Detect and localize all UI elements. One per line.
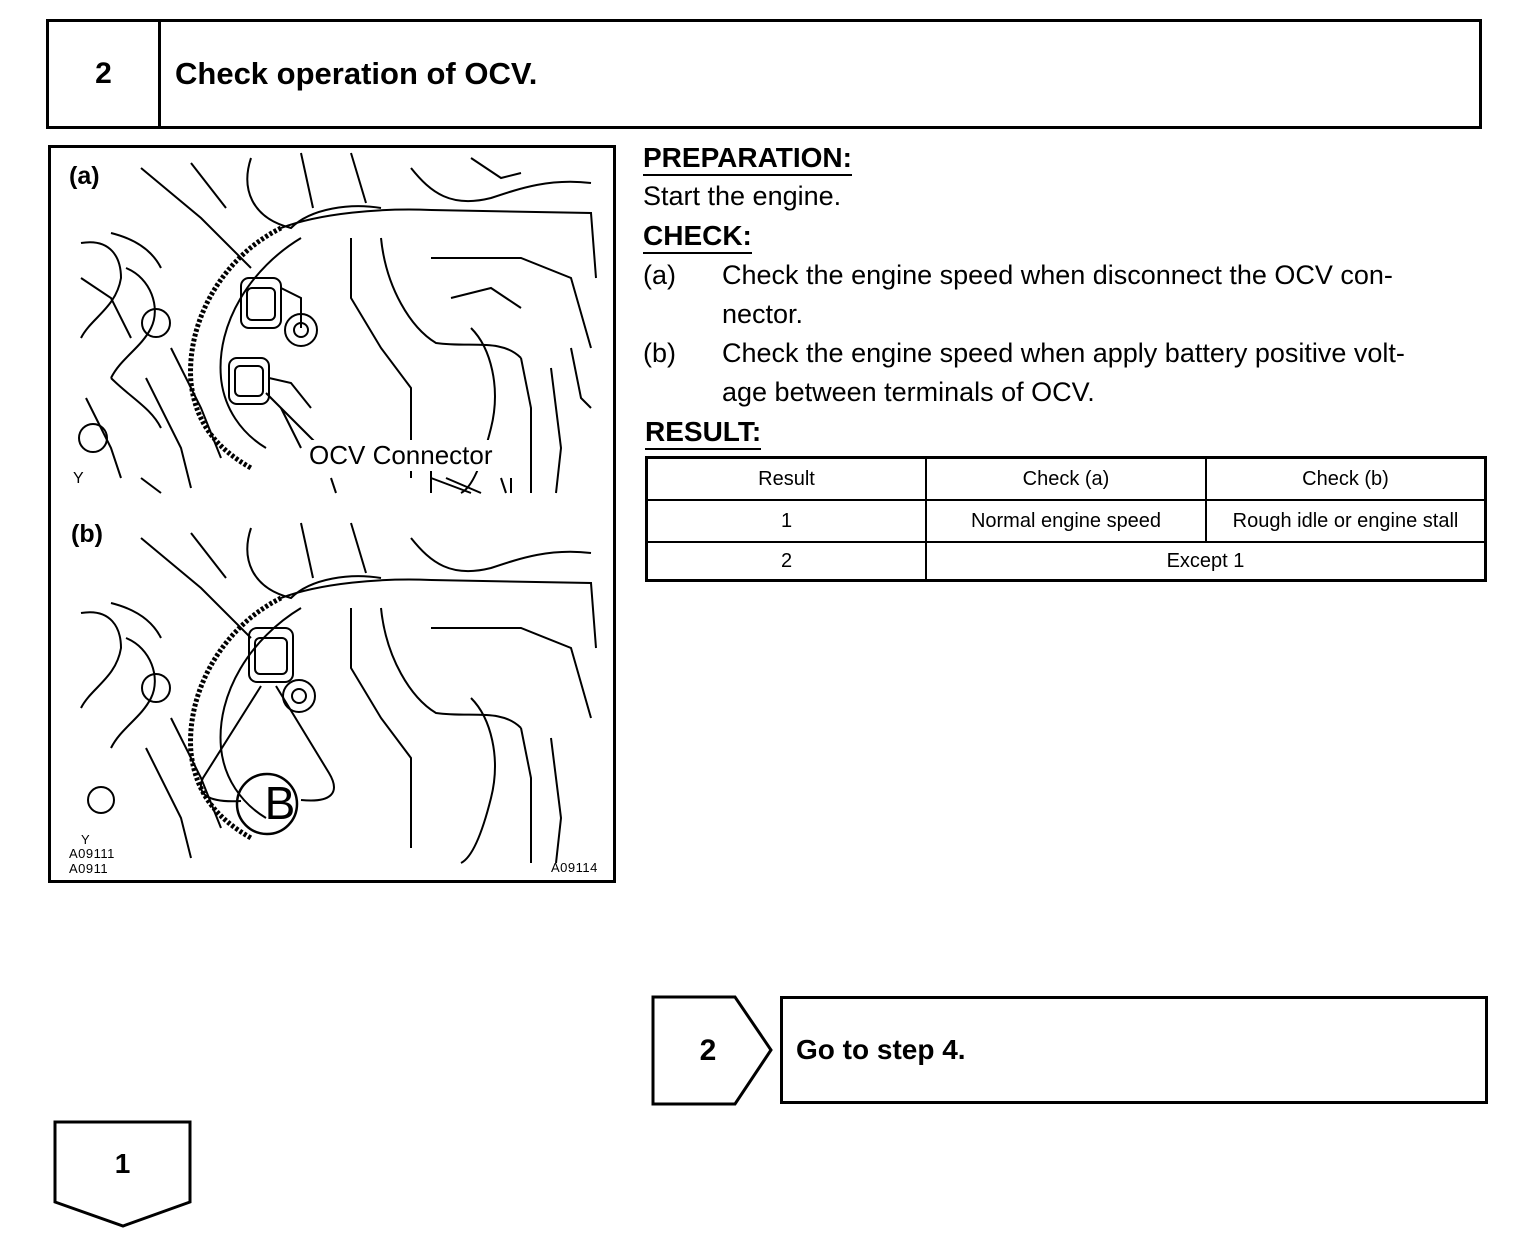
- check-item-b-text: [722, 334, 1487, 412]
- result-heading: RESULT:: [645, 417, 761, 450]
- figure-label-b: (b): [71, 520, 103, 548]
- check-item-a-text: [722, 256, 1487, 334]
- check-heading: CHECK:: [643, 221, 752, 254]
- table-header-result: Result: [648, 459, 927, 501]
- check-item-b-line2: age between terminals of OCV.: [722, 377, 1095, 407]
- check-item-b-key: (b): [643, 338, 676, 368]
- y-mark-a: Y: [73, 470, 85, 487]
- figure-ref-left-1: A09111: [69, 846, 115, 861]
- table-header-check-a: Check (a): [927, 459, 1207, 501]
- step-header: [46, 19, 1482, 129]
- figure-ref-right: A09114: [551, 860, 598, 875]
- check-item-a-line1: Check the engine speed when disconnect the OCV con-: [722, 260, 1393, 290]
- table-row-2-result: 2: [648, 543, 927, 579]
- engine-illustration: [48, 145, 616, 883]
- check-item-a-line2: nector.: [722, 299, 804, 329]
- ocv-connector-label: OCV Connector: [309, 440, 493, 470]
- result-2-arrow-box: [651, 995, 775, 1107]
- figure-ref-left-2: A0911: [69, 861, 109, 876]
- table-row-2-combined: Except 1: [1166, 549, 1245, 572]
- preparation-heading: PREPARATION:: [643, 143, 852, 176]
- check-item-a-key: (a): [643, 260, 676, 290]
- goto-step-text: Go to step 4.: [796, 1034, 966, 1065]
- preparation-text: Start the engine.: [643, 181, 842, 211]
- figure-label-a: (a): [69, 162, 100, 190]
- table-row-1-check-a: Normal engine speed: [927, 501, 1207, 543]
- table-row-1-check-b: Rough idle or engine stall: [1207, 501, 1484, 543]
- step-number: 2: [49, 22, 161, 126]
- engine-line-drawing: [51, 148, 613, 880]
- goto-step-box: [780, 996, 1488, 1104]
- table-header-check-b: Check (b): [1207, 459, 1484, 501]
- result-2-number: 2: [699, 1033, 717, 1067]
- result-table: [645, 456, 1487, 582]
- result-1-continue-box: [53, 1120, 193, 1230]
- panel-b-drawing: [81, 523, 596, 863]
- step-title: Check operation of OCV.: [175, 56, 538, 91]
- y-mark-b: Y: [81, 832, 91, 847]
- result-1-number: 1: [114, 1148, 131, 1179]
- check-item-b-line1: Check the engine speed when apply battery positive volt-: [722, 338, 1405, 368]
- terminal-b-marker: B: [264, 777, 296, 829]
- table-row-1-result: 1: [648, 501, 927, 543]
